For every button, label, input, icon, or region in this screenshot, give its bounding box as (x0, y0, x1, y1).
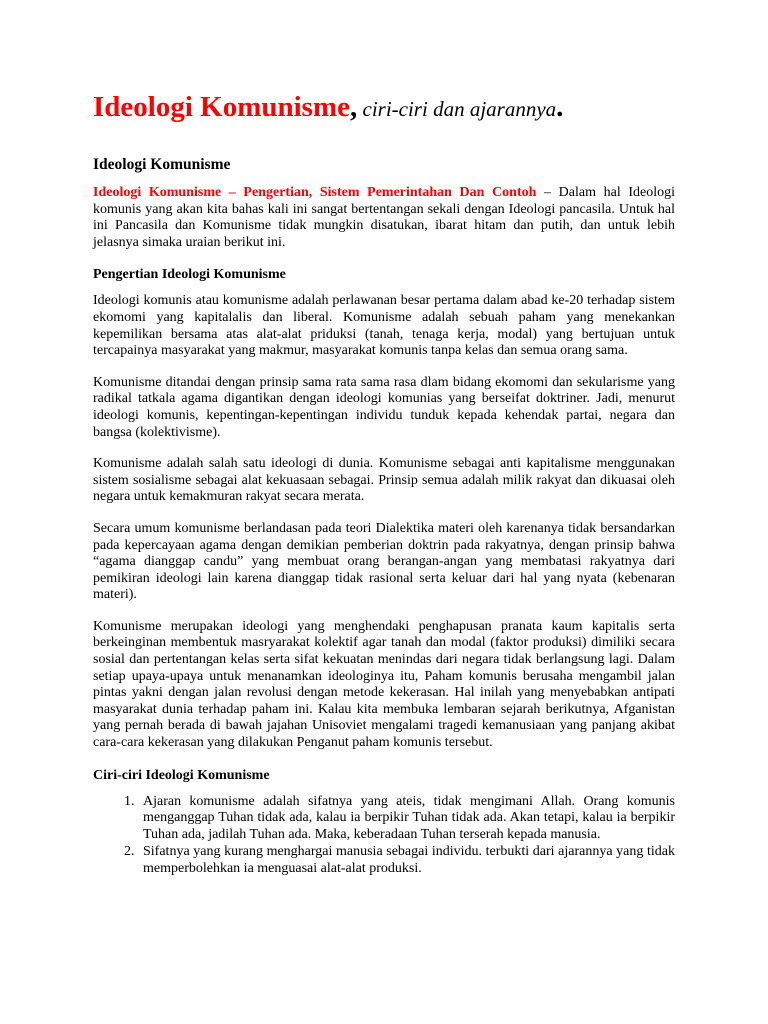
pengertian-paragraph-4: Secara umum komunisme berlandasan pada teori Dialektika materi oleh karenanya tidak bersandarkan pada kepercayaan agama dengan demikian pemberian doktrin pada rakyatnya, dengan prinsip bahwa “agama dianggap candu” yang membuat orang berangan-angan yang membatasi rakyatnya dari pemikiran ideologi lain karena dianggap tidak rasional serta keluar dari hal yang nyata (kebenaran materi). (93, 520, 675, 603)
pengertian-heading: Pengertian Ideologi Komunisme (93, 267, 286, 283)
pengertian-paragraph-2: Komunisme ditandai dengan prinsip sama rata sama rasa dlam bidang ekomomi dan sekularisme yang radikal tatkala agama digantikan dengan ideologi komunias yang berseifat doktriner. Jadi, menurut ideologi komunis, kepentingan-kepentingan individu tunduk kepada kehendak partai, negara dan bangsa (kolektivisme). (93, 374, 675, 440)
section-heading: Ideologi Komunisme (93, 156, 231, 173)
pengertian-paragraph-3: Komunisme adalah salah satu ideologi di dunia. Komunisme sebagai anti kapitalisme menggunakan sistem sosialisme sebagai alat kekuasaan sebagai. Prinsip semua adalah milik rakyat dan dikuasai oleh negara untuk kemakmuran rakyat secara merata. (93, 456, 675, 505)
document-title (93, 87, 675, 127)
pengertian-paragraph-1: Ideologi komunis atau komunisme adalah perlawanan besar pertama dalam abad ke-20 terhadap sistem ekomomi yang kapitalalis dan liberal. Komunisme adalah sebuah paham yang menekankan kepemilikan bersama atas alat-alat priduksi (tanah, tenaga kerja, modal) yang bertujuan untuk tercapainya masyarakat yang makmur, masyarakat komunis tanpa kelas dan semua orang sama. (93, 293, 675, 359)
title-subtitle: ciri-ciri dan ajarannya (357, 97, 557, 121)
title-main: Ideologi Komunisme (93, 91, 350, 123)
list-item: 2. Sifatnya yang kurang menghargai manusia sebagai individu. terbukti dari ajarannya yang tidak memperbolehkan ia menguasai alat-alat produksi. (138, 844, 675, 877)
title-period: . (556, 91, 564, 123)
title-comma: , (350, 91, 358, 123)
list-item: 1. Ajaran komunisme adalah sifatnya yang ateis, tidak mengimani Allah. Orang komunis menganggap Tuhan tidak ada, kalau ia berpikir Tuhan tidak ada. Akan tetapi, kalau ia berpikir Tuhan ada, jadilah Tuhan ada. Maka, keberadaan Tuhan terserah kepada manusia. (138, 794, 675, 844)
ciri-heading: Ciri-ciri Ideologi Komunisme (93, 767, 270, 783)
intro-text: – Dalam hal Ideologi komunis yang akan kita bahas kali ini sangat bertentangan sekali dengan Ideologi pancasila. Untuk hal ini Pancasila dan Komunisme tidak mungkin disatukan, ibarat hitam dan putih, dan untuk lebih jelasnya simaka uraian berikut ini. (93, 185, 675, 250)
ciri-list (93, 794, 675, 878)
pengertian-paragraph-5: Komunisme merupakan ideologi yang menghendaki penghapusan pranata kaum kapitalis serta berkeinginan membentuk masryarakat kolektif agar tanah dan modal (faktor produksi) dimiliki secara sosial dan pertentangan kelas serta sifat kekuatan menindas dari negara tidak berlangsung lagi. Dalam setiap upaya-upaya untuk menanamkan ideologinya itu, Paham komunis berusaha mengambil jalan pintas yakni dengan jalan revolusi dengan metode kekerasan. Hal inilah yang menyebabkan antipati masyarakat dunia terhadap paham ini. Kalau kita membuka lembaran sejarah berikutnya, Afganistan yang pernah berada di bawah jajahan Unisoviet mengalami tragedi kemanusiaan yang panjang akibat cara-cara kekerasan yang dilakukan Penganut paham komunis tersebut. (93, 618, 675, 751)
intro-paragraph (93, 185, 675, 251)
intro-lead-link[interactable]: Ideologi Komunisme – Pengertian, Sistem Pemerintahan Dan Contoh (93, 185, 537, 200)
